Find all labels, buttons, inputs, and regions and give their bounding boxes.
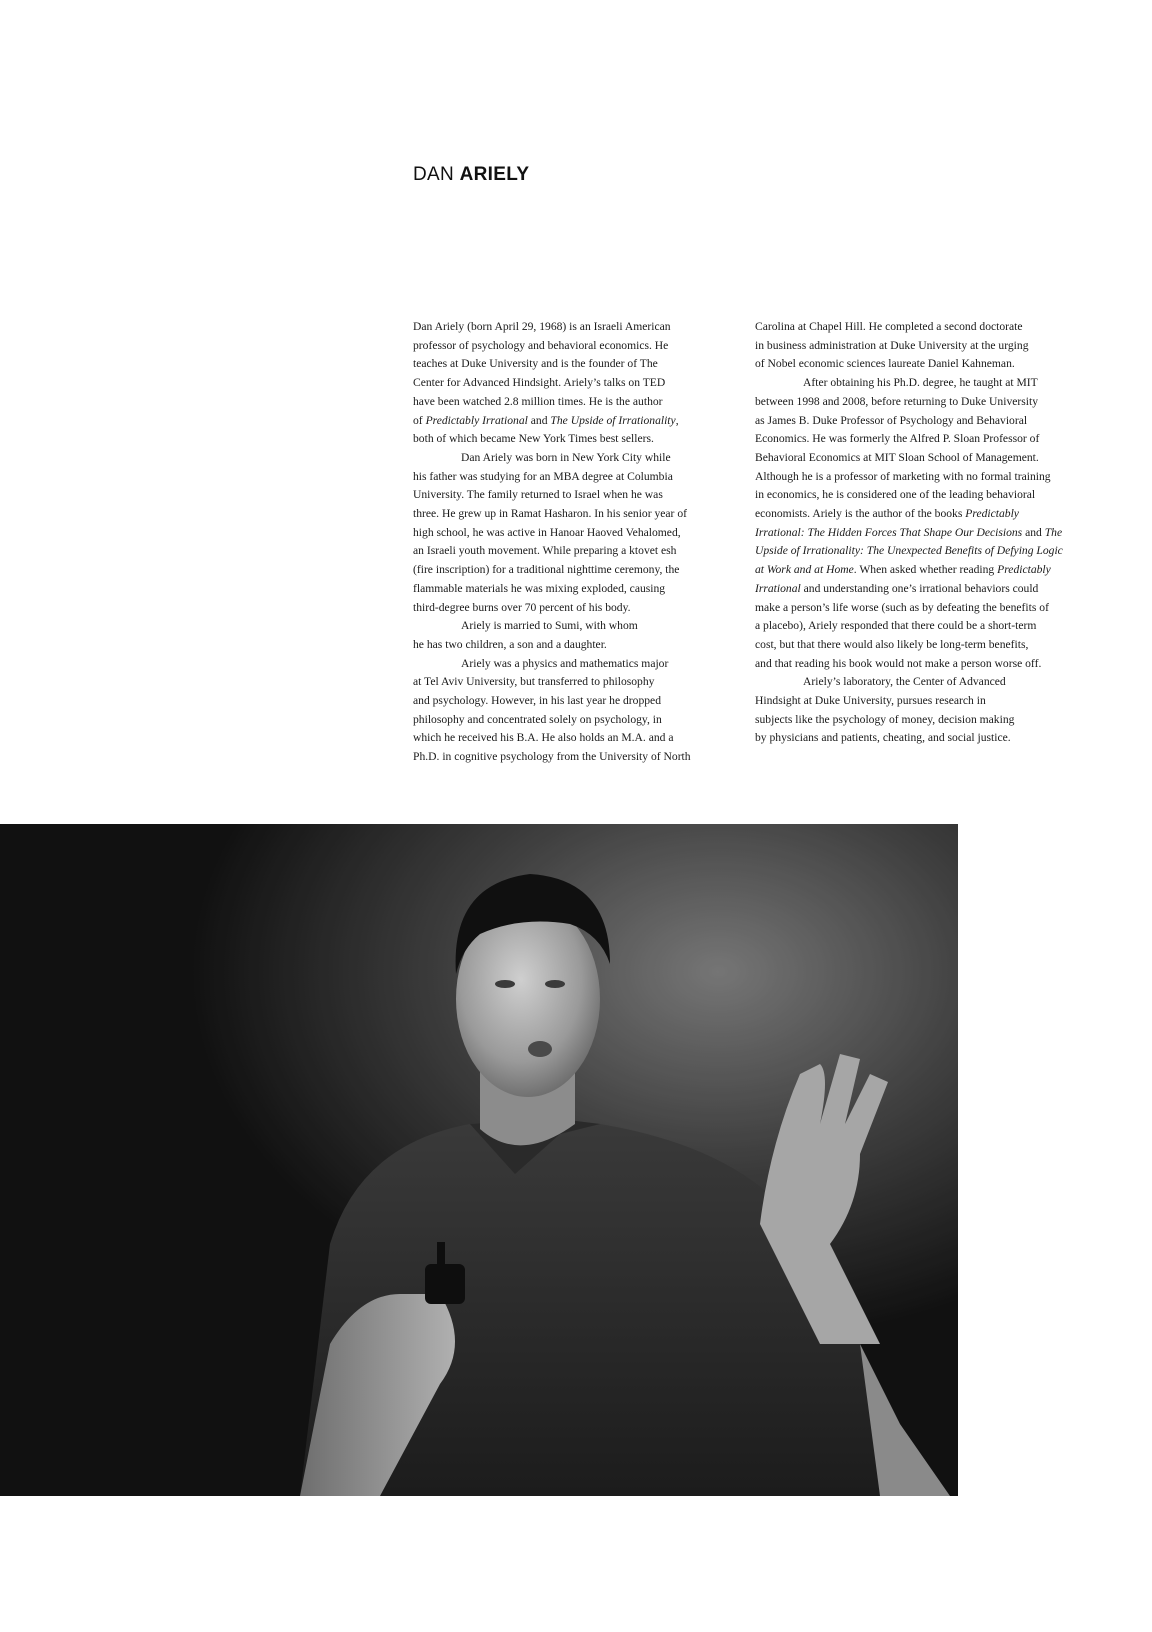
text-line <box>755 617 1091 636</box>
text-segment: and understanding one’s irrational behaviors could <box>800 581 1039 595</box>
speaker-photo-illustration <box>0 824 958 1496</box>
book-title: Predictably Irrational <box>425 413 528 427</box>
text-line <box>413 486 723 505</box>
text-segment: of Nobel economic sciences laureate Daniel Kahneman. <box>755 357 1015 371</box>
text-segment: of <box>413 413 426 427</box>
text-line <box>755 393 1091 412</box>
book-title: Irrational: The Hidden Forces That Shape Our Decisions <box>755 525 1023 539</box>
text-segment: and <box>1022 525 1045 539</box>
text-line <box>413 748 723 767</box>
text-segment: Hindsight at Duke University, pursues research in <box>755 694 986 708</box>
text-line <box>413 692 723 711</box>
text-segment: as James B. Duke Professor of Psychology and Behavioral <box>755 413 1028 427</box>
text-segment: flammable materials he was mixing exploded, causing <box>413 581 666 595</box>
text-line <box>755 486 1091 505</box>
text-segment: subjects like the psychology of money, decision making <box>755 712 1015 726</box>
book-title: at Work and at Home <box>755 563 854 577</box>
text-segment: Ariely was a physics and mathematics major <box>461 656 669 670</box>
text-segment: Carolina at Chapel Hill. He completed a second doctorate <box>755 320 1023 333</box>
text-line <box>755 636 1091 655</box>
text-line <box>755 374 1091 393</box>
text-line <box>413 561 723 580</box>
text-line <box>755 542 1091 561</box>
text-line <box>413 468 723 487</box>
text-segment: philosophy and concentrated solely on psychology, in <box>413 712 662 726</box>
text-line <box>755 599 1091 618</box>
text-segment: economists. Ariely is the author of the books <box>755 507 966 521</box>
text-line <box>413 673 723 692</box>
text-segment: Dan Ariely was born in New York City while <box>461 450 671 464</box>
text-line <box>413 655 723 674</box>
book-title: Predictably <box>965 507 1019 521</box>
text-segment: After obtaining his Ph.D. degree, he taught at MIT <box>803 376 1038 390</box>
title-last-name: ARIELY <box>459 164 530 185</box>
book-title: Predictably <box>997 563 1051 577</box>
text-line <box>755 355 1091 374</box>
text-line <box>413 580 723 599</box>
text-segment: teaches at Duke University and is the founder of The <box>413 357 658 371</box>
text-segment: an Israeli youth movement. While preparing a ktovet esh <box>413 544 677 558</box>
text-line <box>413 729 723 748</box>
book-title: Irrational <box>755 581 801 595</box>
text-segment: University. The family returned to Israel when he was <box>413 488 663 502</box>
text-line <box>413 412 723 431</box>
text-segment: Dan Ariely (born April 29, 1968) is an Israeli American <box>413 320 671 333</box>
text-segment: Ariely is married to Sumi, with whom <box>461 619 638 633</box>
text-line <box>413 711 723 730</box>
text-segment: third-degree burns over 70 percent of his body. <box>413 600 631 614</box>
text-line <box>755 673 1091 692</box>
text-segment: which he received his B.A. He also holds an M.A. and a <box>413 731 674 745</box>
text-line <box>755 580 1091 599</box>
page-title <box>413 164 529 186</box>
text-segment: and psychology. However, in his last year he dropped <box>413 694 661 708</box>
text-line <box>413 430 723 449</box>
text-segment: both of which became New York Times best sellers. <box>413 432 654 446</box>
text-segment: and that reading his book would not make a person worse off. <box>755 656 1042 670</box>
text-line <box>413 617 723 636</box>
text-line <box>413 599 723 618</box>
text-line <box>413 636 723 655</box>
text-segment: have been watched 2.8 million times. He is the author <box>413 394 663 408</box>
text-segment: Although he is a professor of marketing with no formal training <box>755 469 1051 483</box>
text-line <box>755 692 1091 711</box>
text-segment: Ph.D. in cognitive psychology from the University of North <box>413 750 691 764</box>
text-line <box>755 524 1091 543</box>
text-segment: Center for Advanced Hindsight. Ariely’s talks on TED <box>413 376 666 390</box>
text-line <box>755 337 1091 356</box>
text-line <box>755 449 1091 468</box>
text-line <box>413 393 723 412</box>
text-line <box>413 524 723 543</box>
text-segment: at Tel Aviv University, but transferred to philosophy <box>413 675 655 689</box>
text-segment: , <box>675 413 679 427</box>
text-segment: Ariely’s laboratory, the Center of Advanced <box>803 675 1006 689</box>
text-segment: a placebo), Ariely responded that there could be a short-term <box>755 619 1037 633</box>
text-line <box>755 412 1091 431</box>
book-title: The <box>1044 525 1063 539</box>
text-segment: he has two children, a son and a daughter. <box>413 637 607 651</box>
text-segment: high school, he was active in Hanoar Haoved Vehalomed, <box>413 525 681 539</box>
text-segment: by physicians and patients, cheating, and social justice. <box>755 731 1011 745</box>
title-first-name: DAN <box>413 164 455 185</box>
text-line <box>755 430 1091 449</box>
speaker-photo <box>0 824 958 1496</box>
text-line <box>413 505 723 524</box>
text-segment: Behavioral Economics at MIT Sloan School of Management. <box>755 450 1039 464</box>
text-line <box>755 505 1091 524</box>
text-segment: in economics, he is considered one of the leading behavioral <box>755 488 1036 502</box>
text-line <box>755 318 1091 337</box>
text-segment: and <box>527 413 551 427</box>
text-line <box>413 355 723 374</box>
text-segment: in business administration at Duke University at the urging <box>755 338 1029 352</box>
text-line <box>755 468 1091 487</box>
text-segment: his father was studying for an MBA degree at Columbia <box>413 469 673 483</box>
text-segment: between 1998 and 2008, before returning to Duke University <box>755 394 1039 408</box>
text-line <box>413 542 723 561</box>
text-line <box>413 337 723 356</box>
text-line <box>413 318 723 337</box>
text-segment: cost, but that there would also likely be long-term benefits, <box>755 637 1029 651</box>
text-line <box>755 561 1091 580</box>
text-segment: professor of psychology and behavioral economics. He <box>413 338 669 352</box>
text-segment: Economics. He was formerly the Alfred P. Sloan Professor of <box>755 432 1040 446</box>
text-line <box>755 729 1091 748</box>
text-line <box>413 449 723 468</box>
text-line <box>413 374 723 393</box>
text-line <box>755 711 1091 730</box>
biography-column-right <box>755 318 1091 748</box>
text-segment: make a person’s life worse (such as by defeating the benefits of <box>755 600 1049 614</box>
book-title: The Upside of Irrationality <box>550 413 676 427</box>
text-segment: . When asked whether reading <box>853 563 998 577</box>
text-segment: three. He grew up in Ramat Hasharon. In his senior year of <box>413 507 687 521</box>
text-line <box>755 655 1091 674</box>
biography-column-left <box>413 318 723 767</box>
text-segment: (fire inscription) for a traditional nighttime ceremony, the <box>413 563 680 577</box>
book-title: Upside of Irrationality: The Unexpected Benefits of Defying Logic <box>755 544 1063 558</box>
